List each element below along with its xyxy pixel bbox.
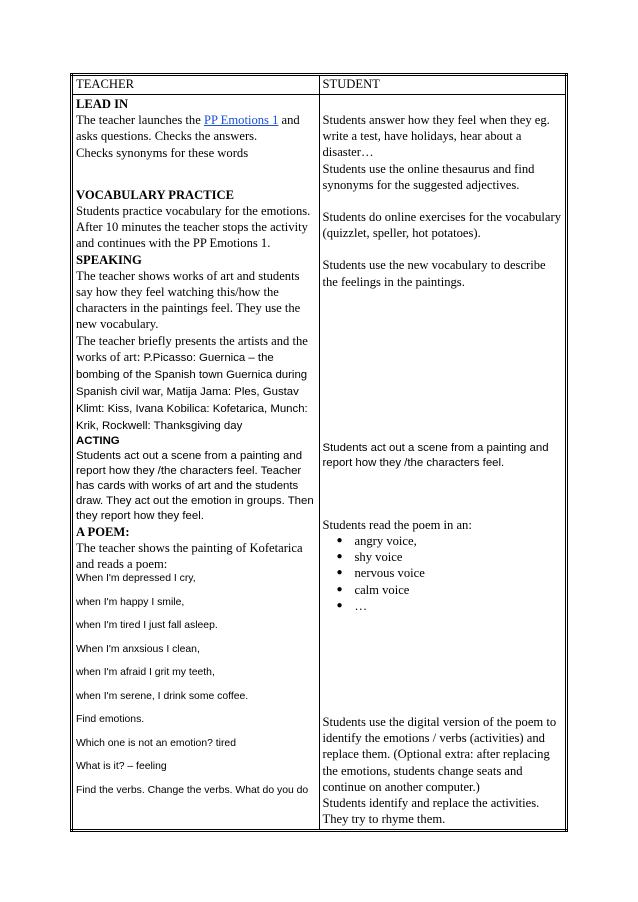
poem-heading: A POEM:: [76, 524, 130, 539]
student-cell: [319, 95, 567, 831]
bullet-icon: ●: [336, 551, 343, 563]
poem-question: What is it? – feeling: [76, 761, 167, 773]
voice-label: …: [354, 598, 368, 613]
poem-student-text: Students read the poem in an:: [322, 517, 472, 532]
voice-label: angry voice,: [354, 534, 417, 549]
bullet-icon: ●: [336, 583, 343, 595]
list-item: [336, 549, 563, 565]
list-item: [336, 598, 563, 614]
poem-line: when I'm happy I smile,: [76, 596, 185, 608]
list-item: [336, 582, 563, 598]
spacer: [323, 290, 563, 441]
lead-in-synonyms-text: Checks synonyms for these words: [76, 145, 249, 160]
lead-in-text-start: The teacher launches the: [76, 113, 204, 128]
poem-question: Find emotions.: [76, 714, 145, 726]
acting-teacher-text: Students act out a scene from a painting and report how they /the characters feel. Teacher has cards with works of art and the students draw. They act out the emotion in groups. Then they report how they feel.: [76, 449, 314, 522]
spacer: [323, 471, 563, 517]
poem-intro-text: The teacher shows the painting of Kofetarica and reads a poem:: [76, 541, 303, 572]
table-header-row: [72, 75, 567, 95]
vocabulary-practice-heading: VOCABULARY PRACTICE: [76, 187, 235, 202]
voice-label: shy voice: [354, 550, 403, 565]
speaking-teacher-text: The teacher shows works of art and students say how they feel watching this/how the characters in the paintings feel. They use the new vocabulary.: [76, 268, 301, 332]
lead-in-text-end: and asks questions. Checks the answers.: [76, 113, 300, 144]
poem-line: When I'm depressed I cry,: [76, 573, 196, 585]
voice-label: nervous voice: [354, 566, 425, 581]
teacher-cell: [72, 95, 320, 831]
poem-line: when I'm afraid I grit my teeth,: [76, 667, 215, 679]
acting-heading: ACTING: [76, 434, 120, 447]
spacer: [323, 241, 563, 257]
poem-line: when I'm serene, I drink some coffee.: [76, 690, 249, 702]
vocabulary-teacher-text: Students practice vocabulary for the emotions. After 10 minutes the teacher stops the activity and continues with the PP Emotions 1.: [76, 204, 311, 251]
lead-in-student-text: Students answer how they feel when they eg. write a test, have holidays, hear about a disaster…: [322, 113, 550, 160]
thesaurus-student-text: Students use the online thesaurus and find synonyms for the suggested adjectives.: [322, 161, 535, 192]
spacer: [323, 96, 563, 112]
lead-in-heading: LEAD IN: [76, 97, 129, 111]
teacher-column-header: TEACHER: [72, 75, 320, 95]
artists-list: P.Picasso: Guernica – the bombing of the Spanish town Guernica during Spanish civil war, Matija Jama: Ples, Gustav Klimt: Kiss, Ivana Kobilica: Kofetarica, Munch: Krik, Rockwell: Thanksgiving day: [76, 351, 308, 432]
speaking-student-text: Students use the new vocabulary to describe the feelings in the paintings.: [322, 258, 546, 289]
rhyme-student-text: Students identify and replace the activities. They try to rhyme them.: [322, 796, 540, 827]
spacer: [323, 614, 563, 714]
speaking-artists-text: [76, 333, 316, 434]
poem-line: When I'm anxsious I clean,: [76, 643, 200, 655]
poem-question: Find the verbs. Change the verbs. What do you do: [76, 784, 309, 796]
pp-emotions-link[interactable]: PP Emotions 1: [203, 113, 279, 128]
vocabulary-student-text: Students do online exercises for the vocabulary (quizzlet, speller, hot potatoes).: [322, 210, 562, 241]
list-item: [336, 533, 563, 549]
artists-intro: The teacher briefly presents the artists and the works of art:: [76, 333, 308, 364]
acting-student-text: Students act out a scene from a painting and report how they /the characters feel.: [322, 441, 549, 469]
table-content-row: [72, 95, 567, 831]
lesson-plan-page: [70, 73, 568, 832]
lead-in-teacher-text: [76, 112, 316, 144]
spacer: [76, 161, 316, 187]
bullet-icon: ●: [336, 599, 343, 611]
digital-poem-student-text: Students use the digital version of the poem to identify the emotions / verbs (activities) and replace them. (Optional extra: after replacing the emotions, students change seats and continue on another computer.): [322, 715, 557, 794]
bullet-icon: ●: [336, 567, 343, 579]
voice-label: calm voice: [354, 582, 410, 597]
speaking-heading: SPEAKING: [76, 252, 142, 267]
poem-line: when I'm tired I just fall asleep.: [76, 620, 218, 632]
list-item: [336, 565, 563, 581]
voice-list: [323, 533, 563, 614]
student-column-header: STUDENT: [319, 75, 567, 95]
poem-question: Which one is not an emotion? tired: [76, 737, 236, 749]
bullet-icon: ●: [336, 535, 343, 547]
spacer: [323, 193, 563, 209]
lesson-plan-table: [70, 73, 568, 832]
